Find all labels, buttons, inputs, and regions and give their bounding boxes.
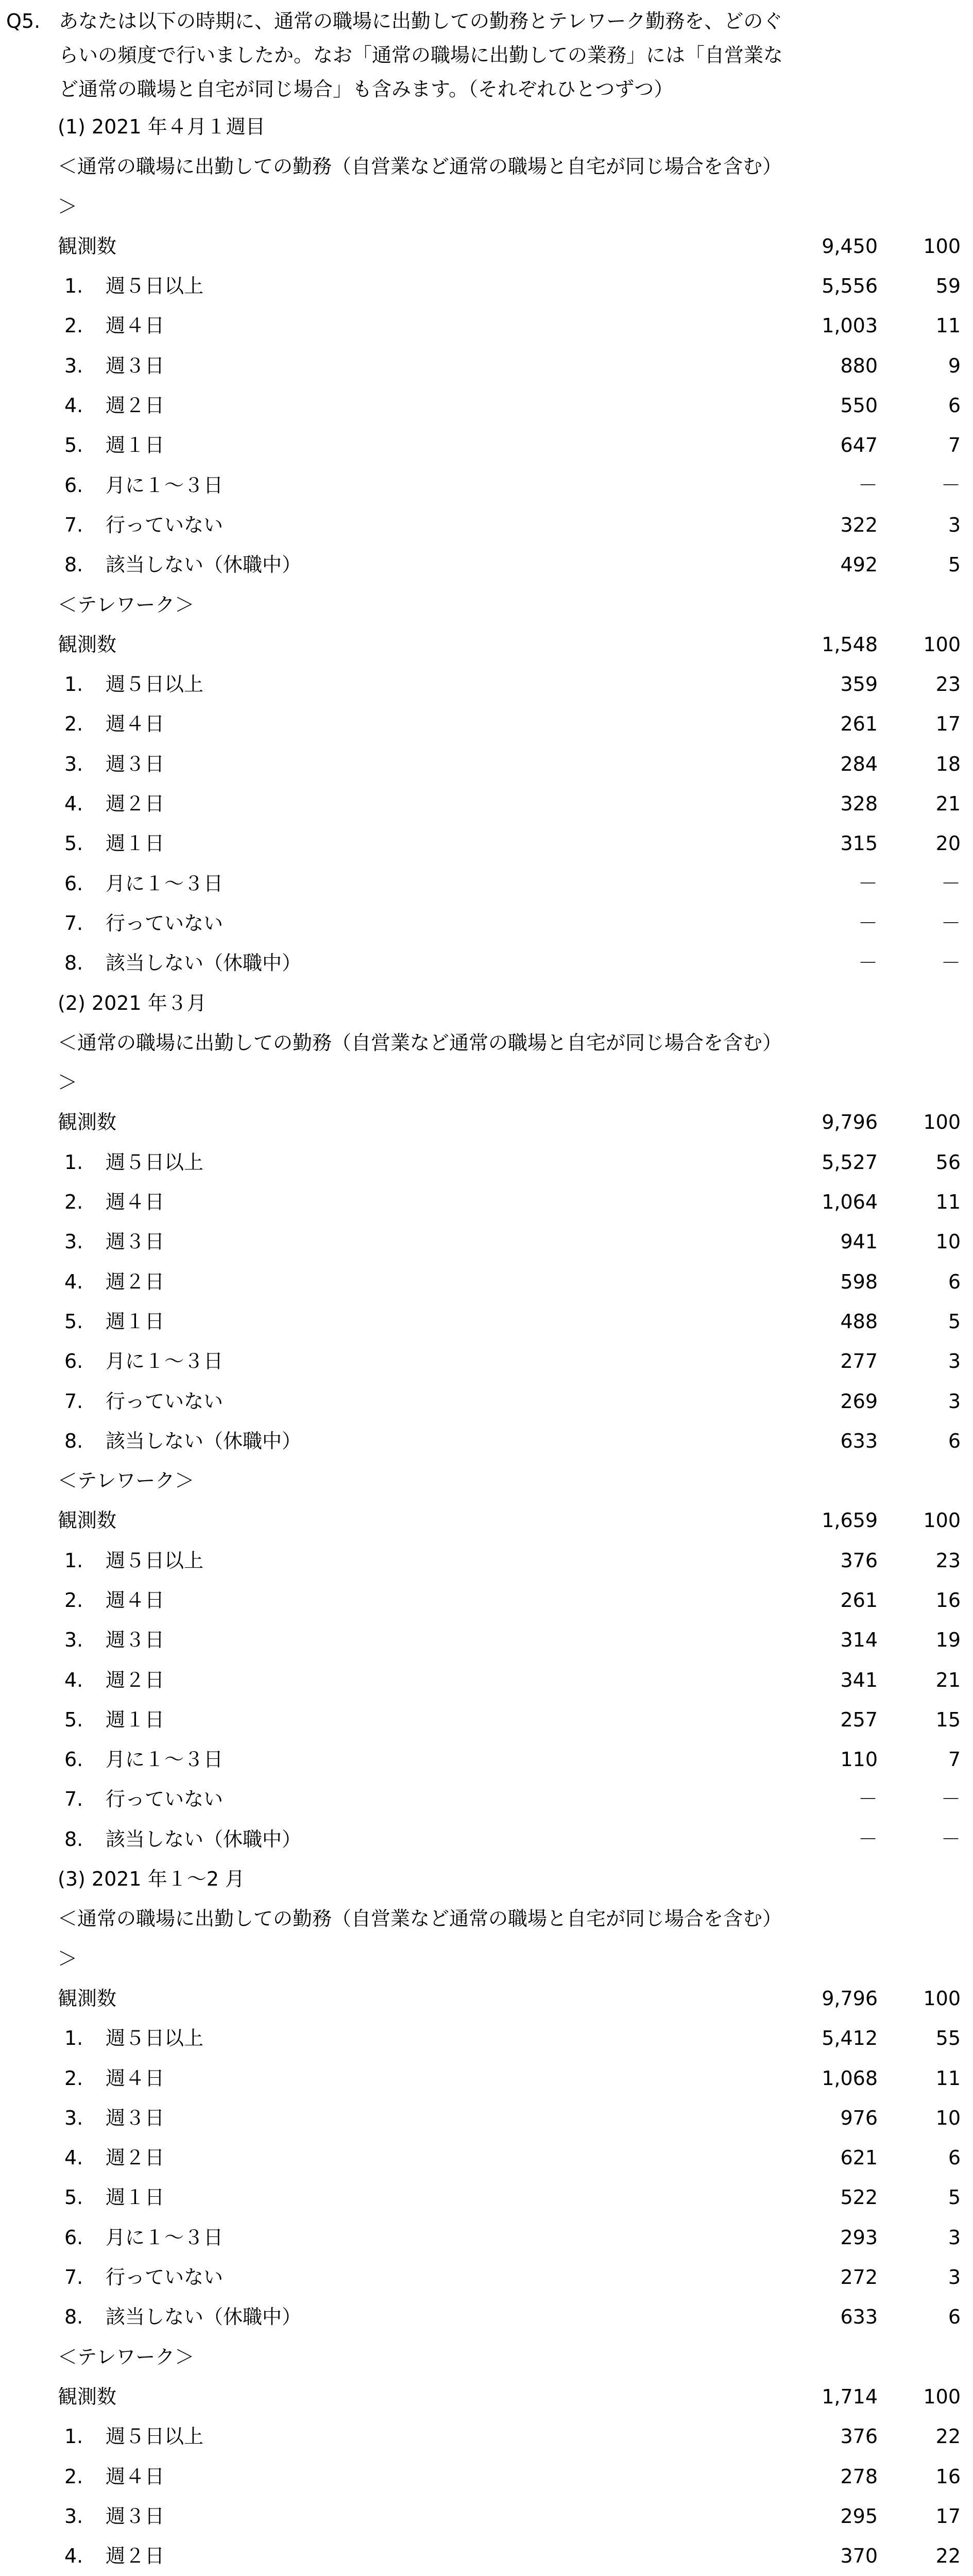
item-percent: －: [941, 1788, 961, 1811]
office-work-table-row: [0, 2059, 973, 2098]
telework-table-row: [0, 1740, 973, 1780]
item-count: 284: [840, 752, 878, 775]
item-count: 341: [840, 1668, 878, 1691]
item-percent: 7: [948, 1748, 961, 1771]
period-title: (1) 2021 年４月１週目: [58, 115, 265, 138]
item-number: 5.: [64, 1708, 83, 1731]
item-label: 月に１～３日: [106, 473, 224, 497]
item-label: 週５日以上: [106, 2425, 204, 2448]
item-number: 6.: [64, 872, 83, 895]
item-label: 行っていない: [106, 1788, 224, 1811]
item-percent: 6: [948, 1270, 961, 1293]
item-number: 6.: [64, 1748, 83, 1771]
item-number: 7.: [64, 1788, 83, 1811]
telework-observations-row: [0, 1501, 973, 1540]
item-number: 8.: [64, 2306, 83, 2329]
item-label: 週５日以上: [106, 275, 204, 298]
item-percent: －: [941, 473, 961, 497]
telework-observations-row: [0, 2377, 973, 2417]
item-count: 880: [840, 354, 878, 377]
item-label: 該当しない（休職中）: [106, 1429, 302, 1452]
period-title-row: [0, 984, 973, 1023]
item-number: 4.: [64, 2146, 83, 2170]
item-percent: 22: [935, 2545, 961, 2568]
item-label: 週４日: [106, 314, 165, 337]
item-percent: 15: [935, 1708, 961, 1731]
item-count: －: [858, 872, 878, 895]
telework-heading: ＜テレワーク＞: [58, 2345, 195, 2368]
observations-percent: 100: [923, 633, 961, 656]
item-percent: 19: [935, 1629, 961, 1652]
item-count: 110: [840, 1748, 878, 1771]
item-label: 該当しない（休職中）: [106, 1827, 302, 1851]
telework-observations-row: [0, 625, 973, 665]
item-percent: 3: [948, 2266, 961, 2289]
office-work-table-row: [0, 346, 973, 386]
observations-count: 1,659: [822, 1509, 878, 1532]
item-count: 492: [840, 553, 878, 577]
item-percent: －: [941, 872, 961, 895]
item-count: 370: [840, 2545, 878, 2568]
item-number: 8.: [64, 553, 83, 577]
item-percent: 6: [948, 1429, 961, 1452]
office-work-heading: ＜通常の職場に出勤しての勤務（自営業など通常の職場と自宅が同じ場合を含む）＞: [58, 1907, 782, 1970]
item-label: 該当しない（休職中）: [106, 2306, 302, 2329]
item-count: 261: [840, 1588, 878, 1612]
item-number: 2.: [64, 2465, 83, 2488]
item-count: 315: [840, 832, 878, 855]
period-title: (2) 2021 年３月: [58, 991, 207, 1014]
item-label: 週５日以上: [106, 2027, 204, 2050]
office-work-table-row: [0, 505, 973, 545]
item-label: 週１日: [106, 1708, 165, 1731]
item-number: 1.: [64, 275, 83, 298]
item-number: 8.: [64, 1827, 83, 1851]
item-label: 週４日: [106, 1191, 165, 1214]
item-count: 633: [840, 1429, 878, 1452]
item-count: 488: [840, 1310, 878, 1333]
item-number: 3.: [64, 2504, 83, 2528]
item-label: 週１日: [106, 832, 165, 855]
item-label: 週３日: [106, 1629, 165, 1652]
item-number: 4.: [64, 2545, 83, 2568]
item-label: 週２日: [106, 2545, 165, 2568]
observations-percent: 100: [923, 2385, 961, 2408]
item-count: 278: [840, 2465, 878, 2488]
observations-count: 1,548: [822, 633, 878, 656]
observations-count: 9,450: [822, 234, 878, 258]
item-label: 週１日: [106, 2186, 165, 2209]
item-percent: 5: [948, 553, 961, 577]
office-work-observations-row: [0, 1103, 973, 1142]
item-label: 週５日以上: [106, 1150, 204, 1174]
item-number: 8.: [64, 1429, 83, 1452]
item-count: 621: [840, 2146, 878, 2170]
item-count: 277: [840, 1350, 878, 1373]
item-number: 2.: [64, 1588, 83, 1612]
item-percent: 23: [935, 1549, 961, 1572]
item-percent: 6: [948, 2306, 961, 2329]
item-percent: 21: [935, 792, 961, 816]
telework-table-row: [0, 1660, 973, 1700]
item-percent: 11: [935, 1191, 961, 1214]
item-label: 行っていない: [106, 513, 224, 536]
item-percent: 5: [948, 2186, 961, 2209]
question-header: [6, 4, 964, 107]
item-label: 週２日: [106, 792, 165, 816]
item-percent: 20: [935, 832, 961, 855]
observations-percent: 100: [923, 1509, 961, 1532]
item-percent: 11: [935, 2066, 961, 2090]
office-work-heading: ＜通常の職場に出勤しての勤務（自営業など通常の職場と自宅が同じ場合を含む）＞: [58, 1031, 782, 1094]
item-number: 1.: [64, 1549, 83, 1572]
telework-table-row: [0, 1581, 973, 1620]
item-label: 週４日: [106, 713, 165, 736]
telework-table-row: [0, 744, 973, 784]
results-tables: [0, 107, 973, 2576]
item-number: 6.: [64, 2226, 83, 2249]
item-number: 5.: [64, 434, 83, 457]
telework-table-row: [0, 1820, 973, 1859]
office-work-table-row: [0, 2178, 973, 2217]
item-number: 3.: [64, 752, 83, 775]
item-label: 週２日: [106, 1668, 165, 1691]
telework-heading: ＜テレワーク＞: [58, 593, 195, 616]
item-count: 647: [840, 434, 878, 457]
office-work-table-row: [0, 1222, 973, 1262]
telework-table-row: [0, 904, 973, 943]
item-count: 1,064: [822, 1191, 878, 1214]
item-number: 1.: [64, 1150, 83, 1174]
item-label: 該当しない（休職中）: [106, 952, 302, 975]
item-label: 週１日: [106, 1310, 165, 1333]
office-work-table-row: [0, 2258, 973, 2297]
item-number: 6.: [64, 473, 83, 497]
item-percent: 3: [948, 1389, 961, 1413]
item-label: 行っていない: [106, 2266, 224, 2289]
item-count: 328: [840, 792, 878, 816]
office-work-table-row: [0, 426, 973, 465]
item-number: 5.: [64, 1310, 83, 1333]
item-count: 598: [840, 1270, 878, 1293]
item-count: 5,556: [822, 275, 878, 298]
office-work-table-row: [0, 386, 973, 426]
item-percent: 10: [935, 1230, 961, 1253]
item-label: 月に１～３日: [106, 2226, 224, 2249]
item-percent: 10: [935, 2106, 961, 2129]
item-label: 週３日: [106, 752, 165, 775]
office-work-table-row: [0, 1262, 973, 1302]
observations-percent: 100: [923, 1987, 961, 2010]
item-count: 359: [840, 673, 878, 696]
office-work-table-row: [0, 1182, 973, 1222]
telework-table-row: [0, 1780, 973, 1819]
telework-table-row: [0, 1541, 973, 1581]
item-count: 633: [840, 2306, 878, 2329]
office-work-table-row: [0, 1143, 973, 1182]
item-number: 3.: [64, 2106, 83, 2129]
item-number: 2.: [64, 2066, 83, 2090]
item-label: 行っていない: [106, 1389, 224, 1413]
item-percent: 16: [935, 1588, 961, 1612]
item-label: 月に１～３日: [106, 1350, 224, 1373]
telework-table-row: [0, 1620, 973, 1660]
period-title-row: [0, 1859, 973, 1899]
item-count: －: [858, 952, 878, 975]
office-work-table-row: [0, 1382, 973, 1421]
item-percent: 59: [935, 275, 961, 298]
item-count: 272: [840, 2266, 878, 2289]
office-work-table-row: [0, 2138, 973, 2178]
item-number: 4.: [64, 394, 83, 417]
item-percent: 6: [948, 2146, 961, 2170]
item-count: 1,068: [822, 2066, 878, 2090]
telework-table-row: [0, 943, 973, 983]
item-label: 週５日以上: [106, 673, 204, 696]
item-label: 週１日: [106, 434, 165, 457]
item-label: 週２日: [106, 1270, 165, 1293]
observations-label: 観測数: [58, 1111, 117, 1134]
item-number: 3.: [64, 354, 83, 377]
office-work-observations-row: [0, 227, 973, 266]
item-count: 376: [840, 2425, 878, 2448]
item-label: 週２日: [106, 394, 165, 417]
item-label: 週３日: [106, 1230, 165, 1253]
item-number: 7.: [64, 2266, 83, 2289]
item-percent: 3: [948, 513, 961, 536]
item-number: 2.: [64, 713, 83, 736]
telework-heading: ＜テレワーク＞: [58, 1469, 195, 1493]
item-percent: 18: [935, 752, 961, 775]
item-count: 941: [840, 1230, 878, 1253]
item-count: －: [858, 911, 878, 935]
item-label: 週５日以上: [106, 1549, 204, 1572]
item-count: 522: [840, 2186, 878, 2209]
item-number: 4.: [64, 1270, 83, 1293]
item-percent: 56: [935, 1150, 961, 1174]
item-number: 8.: [64, 952, 83, 975]
office-work-table-row: [0, 306, 973, 346]
item-percent: 23: [935, 673, 961, 696]
office-work-table-row: [0, 545, 973, 585]
item-percent: 3: [948, 1350, 961, 1373]
item-number: 2.: [64, 1191, 83, 1214]
item-count: －: [858, 1827, 878, 1851]
item-number: 7.: [64, 513, 83, 536]
item-percent: 17: [935, 2504, 961, 2528]
observations-count: 9,796: [822, 1987, 878, 2010]
item-count: 550: [840, 394, 878, 417]
item-number: 1.: [64, 673, 83, 696]
item-percent: 16: [935, 2465, 961, 2488]
item-count: 295: [840, 2504, 878, 2528]
item-count: －: [858, 1788, 878, 1811]
telework-table-row: [0, 2536, 973, 2576]
office-work-table-row: [0, 2019, 973, 2058]
item-number: 2.: [64, 314, 83, 337]
observations-label: 観測数: [58, 2385, 117, 2408]
item-percent: 9: [948, 354, 961, 377]
item-label: 週４日: [106, 1588, 165, 1612]
item-count: 261: [840, 713, 878, 736]
item-count: 5,412: [822, 2027, 878, 2050]
office-work-table-row: [0, 266, 973, 306]
period-title: (3) 2021 年１～2 月: [58, 1868, 245, 1891]
item-number: 3.: [64, 1230, 83, 1253]
item-label: 週４日: [106, 2066, 165, 2090]
item-count: 1,003: [822, 314, 878, 337]
item-percent: 3: [948, 2226, 961, 2249]
item-count: 5,527: [822, 1150, 878, 1174]
item-label: 週４日: [106, 2465, 165, 2488]
office-work-table-row: [0, 1302, 973, 1342]
telework-table-row: [0, 2417, 973, 2456]
question-text: あなたは以下の時期に、通常の職場に出勤しての勤務とテレワーク勤務を、どのぐらいの頻度で行いましたか。なお「通常の職場に出勤しての業務」には「自営業など通常の職場と自宅が同じ場合」も含みます。（それぞれひとつずつ）: [59, 10, 783, 100]
telework-table-row: [0, 784, 973, 824]
item-number: 5.: [64, 2186, 83, 2209]
item-count: 269: [840, 1389, 878, 1413]
item-number: 7.: [64, 1389, 83, 1413]
office-work-table-row: [0, 2098, 973, 2138]
item-label: 週２日: [106, 2146, 165, 2170]
item-label: 週３日: [106, 2504, 165, 2528]
item-percent: 7: [948, 434, 961, 457]
item-number: 4.: [64, 1668, 83, 1691]
telework-table-row: [0, 2497, 973, 2536]
office-work-observations-row: [0, 1979, 973, 2019]
item-number: 1.: [64, 2027, 83, 2050]
item-number: 3.: [64, 1629, 83, 1652]
item-count: 314: [840, 1629, 878, 1652]
item-percent: 17: [935, 713, 961, 736]
item-count: 376: [840, 1549, 878, 1572]
office-work-table-row: [0, 466, 973, 505]
item-percent: 55: [935, 2027, 961, 2050]
item-count: 322: [840, 513, 878, 536]
observations-count: 1,714: [822, 2385, 878, 2408]
question-number: Q5.: [6, 10, 41, 32]
telework-table-row: [0, 704, 973, 744]
office-work-heading: ＜通常の職場に出勤しての勤務（自営業など通常の職場と自宅が同じ場合を含む）＞: [58, 155, 782, 218]
item-percent: 21: [935, 1668, 961, 1691]
item-percent: －: [941, 1827, 961, 1851]
observations-label: 観測数: [58, 1509, 117, 1532]
item-percent: 22: [935, 2425, 961, 2448]
item-percent: 6: [948, 394, 961, 417]
office-work-table-row: [0, 2297, 973, 2337]
telework-table-row: [0, 824, 973, 863]
item-percent: －: [941, 911, 961, 935]
item-percent: 11: [935, 314, 961, 337]
item-number: 7.: [64, 911, 83, 935]
observations-percent: 100: [923, 1111, 961, 1134]
item-count: 293: [840, 2226, 878, 2249]
item-percent: 5: [948, 1310, 961, 1333]
item-number: 4.: [64, 792, 83, 816]
observations-label: 観測数: [58, 1987, 117, 2010]
office-work-table-row: [0, 1421, 973, 1461]
item-percent: －: [941, 952, 961, 975]
observations-label: 観測数: [58, 633, 117, 656]
office-work-table-row: [0, 2218, 973, 2258]
item-label: 行っていない: [106, 911, 224, 935]
item-number: 5.: [64, 832, 83, 855]
telework-table-row: [0, 2457, 973, 2497]
item-number: 6.: [64, 1350, 83, 1373]
item-number: 1.: [64, 2425, 83, 2448]
telework-table-row: [0, 864, 973, 904]
observations-count: 9,796: [822, 1111, 878, 1134]
item-count: 257: [840, 1708, 878, 1731]
item-label: 週３日: [106, 354, 165, 377]
item-count: 976: [840, 2106, 878, 2129]
observations-label: 観測数: [58, 234, 117, 258]
telework-table-row: [0, 665, 973, 704]
observations-percent: 100: [923, 234, 961, 258]
item-label: 月に１～３日: [106, 1748, 224, 1771]
office-work-table-row: [0, 1342, 973, 1381]
item-label: 週３日: [106, 2106, 165, 2129]
period-title-row: [0, 107, 973, 147]
telework-table-row: [0, 1700, 973, 1740]
item-label: 月に１～３日: [106, 872, 224, 895]
item-count: －: [858, 473, 878, 497]
item-label: 該当しない（休職中）: [106, 553, 302, 577]
